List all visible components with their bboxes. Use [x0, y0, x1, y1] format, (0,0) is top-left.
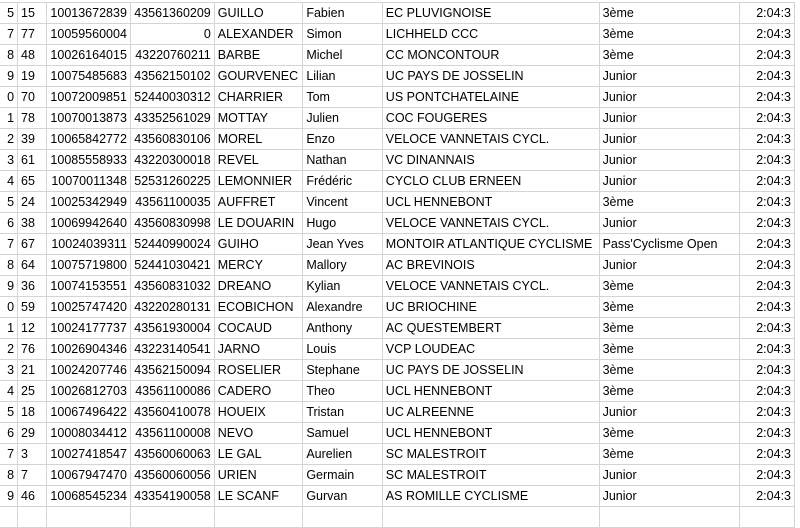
licence-cell[interactable]: 10013672839	[47, 3, 131, 24]
table-row[interactable]	[0, 507, 795, 528]
time-cell[interactable]: 2:04:3	[739, 66, 794, 87]
licence-cell[interactable]: 10026904346	[47, 339, 131, 360]
lastname-cell[interactable]: REVEL	[214, 150, 303, 171]
dossard-cell[interactable]: 65	[18, 171, 47, 192]
time-cell[interactable]: 2:04:3	[739, 381, 794, 402]
rank-cell[interactable]: 9	[0, 66, 18, 87]
table-row[interactable]	[0, 3, 795, 24]
firstname-cell[interactable]	[303, 507, 382, 528]
time-cell[interactable]: 2:04:3	[739, 339, 794, 360]
firstname-cell[interactable]: Frédéric	[303, 171, 382, 192]
time-cell[interactable]: 2:04:3	[739, 402, 794, 423]
uci-code-cell[interactable]: 52441030421	[130, 255, 214, 276]
lastname-cell[interactable]: JARNO	[214, 339, 303, 360]
rank-cell[interactable]: 0	[0, 87, 18, 108]
table-row[interactable]	[0, 192, 795, 213]
time-cell[interactable]: 2:04:3	[739, 297, 794, 318]
category-cell[interactable]: Junior	[599, 255, 739, 276]
club-cell[interactable]: COC FOUGERES	[382, 108, 599, 129]
uci-code-cell[interactable]: 52440030312	[130, 87, 214, 108]
dossard-cell[interactable]: 61	[18, 150, 47, 171]
licence-cell[interactable]: 10024207746	[47, 360, 131, 381]
club-cell[interactable]: UC PAYS DE JOSSELIN	[382, 360, 599, 381]
dossard-cell[interactable]: 77	[18, 24, 47, 45]
table-row[interactable]	[0, 108, 795, 129]
category-cell[interactable]: Junior	[599, 87, 739, 108]
table-row[interactable]	[0, 276, 795, 297]
club-cell[interactable]: UCL HENNEBONT	[382, 192, 599, 213]
rank-cell[interactable]: 9	[0, 486, 18, 507]
lastname-cell[interactable]: AUFFRET	[214, 192, 303, 213]
category-cell[interactable]: Junior	[599, 66, 739, 87]
lastname-cell[interactable]: HOUEIX	[214, 402, 303, 423]
club-cell[interactable]: US PONTCHATELAINE	[382, 87, 599, 108]
category-cell[interactable]: Junior	[599, 465, 739, 486]
category-cell[interactable]: Junior	[599, 402, 739, 423]
licence-cell[interactable]	[47, 507, 131, 528]
time-cell[interactable]: 2:04:3	[739, 45, 794, 66]
rank-cell[interactable]: 7	[0, 234, 18, 255]
time-cell[interactable]: 2:04:3	[739, 234, 794, 255]
club-cell[interactable]: UC PAYS DE JOSSELIN	[382, 66, 599, 87]
firstname-cell[interactable]: Michel	[303, 45, 382, 66]
uci-code-cell[interactable]: 43561930004	[130, 318, 214, 339]
club-cell[interactable]: CYCLO CLUB ERNEEN	[382, 171, 599, 192]
table-row[interactable]	[0, 171, 795, 192]
rank-cell[interactable]: 3	[0, 360, 18, 381]
lastname-cell[interactable]: MOREL	[214, 129, 303, 150]
rank-cell[interactable]: 5	[0, 192, 18, 213]
dossard-cell[interactable]	[18, 507, 47, 528]
rank-cell[interactable]: 0	[0, 297, 18, 318]
category-cell[interactable]: 3ème	[599, 24, 739, 45]
table-row[interactable]	[0, 87, 795, 108]
table-row[interactable]	[0, 402, 795, 423]
rank-cell[interactable]: 8	[0, 45, 18, 66]
firstname-cell[interactable]: Simon	[303, 24, 382, 45]
lastname-cell[interactable]: LE SCANF	[214, 486, 303, 507]
uci-code-cell[interactable]: 43354190058	[130, 486, 214, 507]
category-cell[interactable]: 3ème	[599, 45, 739, 66]
lastname-cell[interactable]: DREANO	[214, 276, 303, 297]
lastname-cell[interactable]: GUILLO	[214, 3, 303, 24]
uci-code-cell[interactable]: 43220300018	[130, 150, 214, 171]
rank-cell[interactable]: 2	[0, 129, 18, 150]
time-cell[interactable]: 2:04:3	[739, 3, 794, 24]
time-cell[interactable]: 2:04:3	[739, 423, 794, 444]
dossard-cell[interactable]: 76	[18, 339, 47, 360]
category-cell[interactable]: 3ème	[599, 444, 739, 465]
licence-cell[interactable]: 10026812703	[47, 381, 131, 402]
uci-code-cell[interactable]	[130, 507, 214, 528]
rank-cell[interactable]: 8	[0, 465, 18, 486]
firstname-cell[interactable]: Jean Yves	[303, 234, 382, 255]
uci-code-cell[interactable]: 52440990024	[130, 234, 214, 255]
firstname-cell[interactable]: Kylian	[303, 276, 382, 297]
licence-cell[interactable]: 10067496422	[47, 402, 131, 423]
table-row[interactable]	[0, 486, 795, 507]
time-cell[interactable]: 2:04:3	[739, 318, 794, 339]
dossard-cell[interactable]: 70	[18, 87, 47, 108]
club-cell[interactable]: VELOCE VANNETAIS CYCL.	[382, 213, 599, 234]
uci-code-cell[interactable]: 43223140541	[130, 339, 214, 360]
category-cell[interactable]: 3ème	[599, 297, 739, 318]
club-cell[interactable]: CC MONCONTOUR	[382, 45, 599, 66]
dossard-cell[interactable]: 25	[18, 381, 47, 402]
club-cell[interactable]: SC MALESTROIT	[382, 465, 599, 486]
dossard-cell[interactable]: 36	[18, 276, 47, 297]
rank-cell[interactable]: 7	[0, 24, 18, 45]
dossard-cell[interactable]: 15	[18, 3, 47, 24]
table-row[interactable]	[0, 444, 795, 465]
table-row[interactable]	[0, 129, 795, 150]
lastname-cell[interactable]: COCAUD	[214, 318, 303, 339]
rank-cell[interactable]	[0, 507, 18, 528]
firstname-cell[interactable]: Fabien	[303, 3, 382, 24]
licence-cell[interactable]: 10025747420	[47, 297, 131, 318]
category-cell[interactable]: Junior	[599, 486, 739, 507]
category-cell[interactable]: 3ème	[599, 360, 739, 381]
lastname-cell[interactable]: LE DOUARIN	[214, 213, 303, 234]
uci-code-cell[interactable]: 43560060056	[130, 465, 214, 486]
table-row[interactable]	[0, 360, 795, 381]
firstname-cell[interactable]: Stephane	[303, 360, 382, 381]
dossard-cell[interactable]: 64	[18, 255, 47, 276]
table-row[interactable]	[0, 339, 795, 360]
club-cell[interactable]: AC QUESTEMBERT	[382, 318, 599, 339]
lastname-cell[interactable]: LE GAL	[214, 444, 303, 465]
club-cell[interactable]: UCL HENNEBONT	[382, 423, 599, 444]
club-cell[interactable]: LICHHELD CCC	[382, 24, 599, 45]
category-cell[interactable]: 3ème	[599, 339, 739, 360]
uci-code-cell[interactable]: 43561100086	[130, 381, 214, 402]
rank-cell[interactable]: 8	[0, 255, 18, 276]
time-cell[interactable]: 2:04:3	[739, 255, 794, 276]
time-cell[interactable]: 2:04:3	[739, 276, 794, 297]
rank-cell[interactable]: 5	[0, 402, 18, 423]
table-row[interactable]	[0, 381, 795, 402]
table-body	[0, 3, 795, 528]
rank-cell[interactable]: 7	[0, 444, 18, 465]
uci-code-cell[interactable]: 43561100035	[130, 192, 214, 213]
dossard-cell[interactable]: 24	[18, 192, 47, 213]
licence-cell[interactable]: 10070011348	[47, 171, 131, 192]
club-cell[interactable]: EC PLUVIGNOISE	[382, 3, 599, 24]
club-cell[interactable]: VELOCE VANNETAIS CYCL.	[382, 129, 599, 150]
category-cell[interactable]: Junior	[599, 108, 739, 129]
lastname-cell[interactable]: ECOBICHON	[214, 297, 303, 318]
licence-cell[interactable]: 10070013873	[47, 108, 131, 129]
licence-cell[interactable]: 10027418547	[47, 444, 131, 465]
category-cell[interactable]: Junior	[599, 129, 739, 150]
licence-cell[interactable]: 10059560004	[47, 24, 131, 45]
lastname-cell[interactable]: ROSELIER	[214, 360, 303, 381]
licence-cell[interactable]: 10074153551	[47, 276, 131, 297]
firstname-cell[interactable]: Theo	[303, 381, 382, 402]
dossard-cell[interactable]: 3	[18, 444, 47, 465]
licence-cell[interactable]: 10026164015	[47, 45, 131, 66]
licence-cell[interactable]: 10008034412	[47, 423, 131, 444]
rank-cell[interactable]: 2	[0, 339, 18, 360]
time-cell[interactable]: 2:04:3	[739, 150, 794, 171]
firstname-cell[interactable]: Hugo	[303, 213, 382, 234]
time-cell[interactable]: 2:04:3	[739, 129, 794, 150]
table-row[interactable]	[0, 465, 795, 486]
firstname-cell[interactable]: Vincent	[303, 192, 382, 213]
table-row[interactable]	[0, 297, 795, 318]
lastname-cell[interactable]: NEVO	[214, 423, 303, 444]
uci-code-cell[interactable]: 43352561029	[130, 108, 214, 129]
club-cell[interactable]: UC ALREENNE	[382, 402, 599, 423]
lastname-cell[interactable]	[214, 507, 303, 528]
table-row[interactable]	[0, 318, 795, 339]
lastname-cell[interactable]: MERCY	[214, 255, 303, 276]
uci-code-cell[interactable]: 43562150102	[130, 66, 214, 87]
firstname-cell[interactable]: Julien	[303, 108, 382, 129]
club-cell[interactable]: AC BREVINOIS	[382, 255, 599, 276]
licence-cell[interactable]: 10085558933	[47, 150, 131, 171]
time-cell[interactable]: 2:04:3	[739, 24, 794, 45]
firstname-cell[interactable]: Mallory	[303, 255, 382, 276]
time-cell[interactable]: 2:04:3	[739, 87, 794, 108]
dossard-cell[interactable]: 38	[18, 213, 47, 234]
club-cell[interactable]: VCP LOUDEAC	[382, 339, 599, 360]
licence-cell[interactable]: 10072009851	[47, 87, 131, 108]
dossard-cell[interactable]: 29	[18, 423, 47, 444]
uci-code-cell[interactable]: 52531260225	[130, 171, 214, 192]
category-cell[interactable]: 3ème	[599, 318, 739, 339]
table-row[interactable]	[0, 213, 795, 234]
firstname-cell[interactable]: Tom	[303, 87, 382, 108]
licence-cell[interactable]: 10068545234	[47, 486, 131, 507]
uci-code-cell[interactable]: 43560830998	[130, 213, 214, 234]
category-cell[interactable]: Pass'Cyclisme Open	[599, 234, 739, 255]
time-cell[interactable]: 2:04:3	[739, 192, 794, 213]
uci-code-cell[interactable]: 43220280131	[130, 297, 214, 318]
dossard-cell[interactable]: 78	[18, 108, 47, 129]
club-cell[interactable]: UC BRIOCHINE	[382, 297, 599, 318]
lastname-cell[interactable]: CADERO	[214, 381, 303, 402]
club-cell[interactable]: VC DINANNAIS	[382, 150, 599, 171]
category-cell[interactable]: Junior	[599, 171, 739, 192]
dossard-cell[interactable]: 21	[18, 360, 47, 381]
uci-code-cell[interactable]: 43561360209	[130, 3, 214, 24]
table-row[interactable]	[0, 45, 795, 66]
rank-cell[interactable]: 4	[0, 381, 18, 402]
dossard-cell[interactable]: 46	[18, 486, 47, 507]
licence-cell[interactable]: 10067947470	[47, 465, 131, 486]
firstname-cell[interactable]: Germain	[303, 465, 382, 486]
uci-code-cell[interactable]: 43220760211	[130, 45, 214, 66]
table-row[interactable]	[0, 255, 795, 276]
licence-cell[interactable]: 10069942640	[47, 213, 131, 234]
rank-cell[interactable]: 1	[0, 108, 18, 129]
rank-cell[interactable]: 9	[0, 276, 18, 297]
club-cell[interactable]: SC MALESTROIT	[382, 444, 599, 465]
rank-cell[interactable]: 3	[0, 150, 18, 171]
uci-code-cell[interactable]: 43560831032	[130, 276, 214, 297]
lastname-cell[interactable]: GUIHO	[214, 234, 303, 255]
uci-code-cell[interactable]: 43561100008	[130, 423, 214, 444]
table-row[interactable]	[0, 24, 795, 45]
time-cell[interactable]: 2:04:3	[739, 108, 794, 129]
licence-cell[interactable]: 10075719800	[47, 255, 131, 276]
spreadsheet-grid	[0, 2, 795, 528]
uci-code-cell[interactable]: 43560410078	[130, 402, 214, 423]
club-cell[interactable]: MONTOIR ATLANTIQUE CYCLISME	[382, 234, 599, 255]
category-cell[interactable]: 3ème	[599, 381, 739, 402]
club-cell[interactable]	[382, 507, 599, 528]
lastname-cell[interactable]: CHARRIER	[214, 87, 303, 108]
club-cell[interactable]: VELOCE VANNETAIS CYCL.	[382, 276, 599, 297]
rank-cell[interactable]: 6	[0, 423, 18, 444]
club-cell[interactable]: AS ROMILLE CYCLISME	[382, 486, 599, 507]
table-row[interactable]	[0, 66, 795, 87]
lastname-cell[interactable]: MOTTAY	[214, 108, 303, 129]
dossard-cell[interactable]: 12	[18, 318, 47, 339]
category-cell[interactable]: Junior	[599, 150, 739, 171]
firstname-cell[interactable]: Samuel	[303, 423, 382, 444]
uci-code-cell[interactable]: 43562150094	[130, 360, 214, 381]
firstname-cell[interactable]: Alexandre	[303, 297, 382, 318]
dossard-cell[interactable]: 18	[18, 402, 47, 423]
lastname-cell[interactable]: URIEN	[214, 465, 303, 486]
licence-cell[interactable]: 10025342949	[47, 192, 131, 213]
rank-cell[interactable]: 6	[0, 213, 18, 234]
lastname-cell[interactable]: ALEXANDER	[214, 24, 303, 45]
firstname-cell[interactable]: Louis	[303, 339, 382, 360]
rank-cell[interactable]: 1	[0, 318, 18, 339]
time-cell[interactable]	[739, 507, 794, 528]
firstname-cell[interactable]: Lilian	[303, 66, 382, 87]
category-cell[interactable]: Junior	[599, 213, 739, 234]
dossard-cell[interactable]: 39	[18, 129, 47, 150]
table-row[interactable]	[0, 423, 795, 444]
licence-cell[interactable]: 10024039311	[47, 234, 131, 255]
licence-cell[interactable]: 10024177737	[47, 318, 131, 339]
category-cell[interactable]: 3ème	[599, 423, 739, 444]
club-cell[interactable]: UCL HENNEBONT	[382, 381, 599, 402]
time-cell[interactable]: 2:04:3	[739, 360, 794, 381]
lastname-cell[interactable]: GOURVENEC	[214, 66, 303, 87]
time-cell[interactable]: 2:04:3	[739, 444, 794, 465]
dossard-cell[interactable]: 7	[18, 465, 47, 486]
lastname-cell[interactable]: BARBE	[214, 45, 303, 66]
uci-code-cell[interactable]: 43560060063	[130, 444, 214, 465]
category-cell[interactable]: 3ème	[599, 3, 739, 24]
lastname-cell[interactable]: LEMONNIER	[214, 171, 303, 192]
firstname-cell[interactable]: Nathan	[303, 150, 382, 171]
time-cell[interactable]: 2:04:3	[739, 213, 794, 234]
table-row[interactable]	[0, 234, 795, 255]
category-cell[interactable]: 3ème	[599, 192, 739, 213]
category-cell[interactable]	[599, 507, 739, 528]
rank-cell[interactable]: 5	[0, 3, 18, 24]
rank-cell[interactable]: 4	[0, 171, 18, 192]
firstname-cell[interactable]: Tristan	[303, 402, 382, 423]
dossard-cell[interactable]: 59	[18, 297, 47, 318]
firstname-cell[interactable]: Anthony	[303, 318, 382, 339]
dossard-cell[interactable]: 67	[18, 234, 47, 255]
category-cell[interactable]: 3ème	[599, 276, 739, 297]
firstname-cell[interactable]: Gurvan	[303, 486, 382, 507]
time-cell[interactable]: 2:04:3	[739, 171, 794, 192]
time-cell[interactable]: 2:04:3	[739, 465, 794, 486]
uci-code-cell[interactable]: 43560830106	[130, 129, 214, 150]
dossard-cell[interactable]: 19	[18, 66, 47, 87]
firstname-cell[interactable]: Enzo	[303, 129, 382, 150]
firstname-cell[interactable]: Aurelien	[303, 444, 382, 465]
licence-cell[interactable]: 10075485683	[47, 66, 131, 87]
uci-code-cell[interactable]: 0	[130, 24, 214, 45]
table-row[interactable]	[0, 150, 795, 171]
dossard-cell[interactable]: 48	[18, 45, 47, 66]
licence-cell[interactable]: 10065842772	[47, 129, 131, 150]
time-cell[interactable]: 2:04:3	[739, 486, 794, 507]
